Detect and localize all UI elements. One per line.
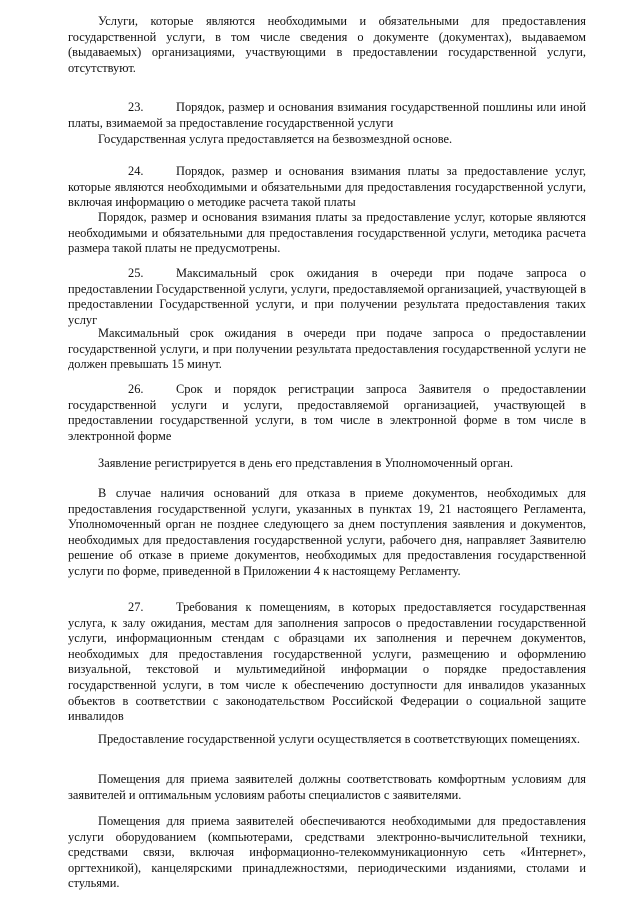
paragraph-text: Предоставление государственной услуги осуществляется в соответствующих помещениях.: [98, 732, 581, 746]
paragraph-fees-not-provided: [68, 210, 586, 257]
section-number: 24.: [128, 164, 144, 178]
section-24-heading: [68, 164, 586, 211]
paragraph-free-of-charge: [68, 132, 586, 148]
paragraph-max-wait-time: [68, 326, 586, 373]
paragraph-premises-comfort: [68, 772, 586, 803]
section-number: 25.: [128, 266, 144, 280]
paragraph-text: Помещения для приема заявителей обеспечиваются необходимыми для предоставления услуги оборудованием (компьютерами, средствами электронно-вычислительной техники, средствами связи, включая информационно-телекоммуникационную сеть «Интернет», оргтехникой), канцелярскими принадлежностями, периодическими изданиями, столами и стульями.: [68, 814, 586, 891]
section-heading-text: Максимальный срок ожидания в очереди при подаче запроса о предоставлении Государственной услуги, услуги, предоставляемой организацией, участвующей в предоставлении Государственной услуги, и при получении результата предоставления таких услуг: [68, 266, 586, 327]
paragraph-registration-day: [68, 456, 586, 472]
section-number: 26.: [128, 382, 144, 396]
section-25-heading: [68, 266, 586, 328]
section-number: 27.: [128, 600, 144, 614]
paragraph-text: Максимальный срок ожидания в очереди при подаче запроса о предоставлении государственной услуги, и при получении результата предоставления государственной услуги не должен превышать 15 минут.: [68, 326, 586, 372]
paragraph-text: Услуги, которые являются необходимыми и обязательными для предоставления государственной услуги, в том числе сведения о документе (документах), выдаваемом (выдаваемых) организациями, участвующими в предоставлении государственной услуги, отсутствуют.: [68, 14, 586, 75]
paragraph-text: Помещения для приема заявителей должны соответствовать комфортным условиям для заявителей и оптимальным условиям работы специалистов с заявителями.: [68, 772, 586, 802]
paragraph-services-absent: [68, 14, 586, 76]
section-heading-text: Срок и порядок регистрации запроса Заявителя о предоставлении государственной услуги и услуги, предоставляемой организацией, участвующей в предоставлении государственной услуги, в том числе в электронной форме в том числе в электронной форме: [68, 382, 586, 443]
paragraph-text: Заявление регистрируется в день его представления в Уполномоченный орган.: [98, 456, 514, 470]
section-heading-text: Требования к помещениям, в которых предоставляется государственная услуга, к залу ожидания, местам для заполнения запросов о предоставлении государственной услуги, информационным стендам с образцами их заполнения и перечнем документов, необходимых для предоставления государственной услуги, размещению и оформлению визуальной, текстовой и мультимедийной информации о порядке предоставления государственной услуги, в том числе к обеспечению доступности для инвалидов указанных объектов в соответствии с законодательством Российской Федерации о социальной защите инвалидов: [68, 600, 586, 724]
section-27-heading: [68, 600, 586, 725]
section-23-heading: [68, 100, 586, 131]
paragraph-text: Порядок, размер и основания взимания платы за предоставление услуг, которые являются необходимыми и обязательными для предоставления государственной услуги, методика расчета размера такой платы не предусмотрены.: [68, 210, 586, 256]
paragraph-premises-provision: [68, 732, 586, 748]
section-26-heading: [68, 382, 586, 444]
paragraph-premises-equipment: [68, 814, 586, 892]
paragraph-text: Государственная услуга предоставляется на безвозмездной основе.: [98, 132, 453, 146]
section-heading-text: Порядок, размер и основания взимания государственной пошлины или иной платы, взимаемой за предоставление государственной услуги: [68, 100, 586, 130]
section-heading-text: Порядок, размер и основания взимания платы за предоставление услуг, которые являются необходимыми и обязательными для предоставления государственной услуги, включая информацию о методике расчета такой платы: [68, 164, 586, 210]
section-number: 23.: [128, 100, 144, 114]
paragraph-refusal-grounds: [68, 486, 586, 580]
paragraph-text: В случае наличия оснований для отказа в приеме документов, необходимых для предоставления государственной услуги, указанных в пунктах 19, 21 настоящего Регламента, Уполномоченный орган не позднее следующего за днем поступления заявления и документов, необходимых для предоставления государственной услуги, рабочего дня, направляет Заявителю решение об отказе в приеме документов, необходимых для предоставления государственной услуги по форме, приведенной в Приложении 4 к настоящему Регламенту.: [68, 486, 586, 578]
